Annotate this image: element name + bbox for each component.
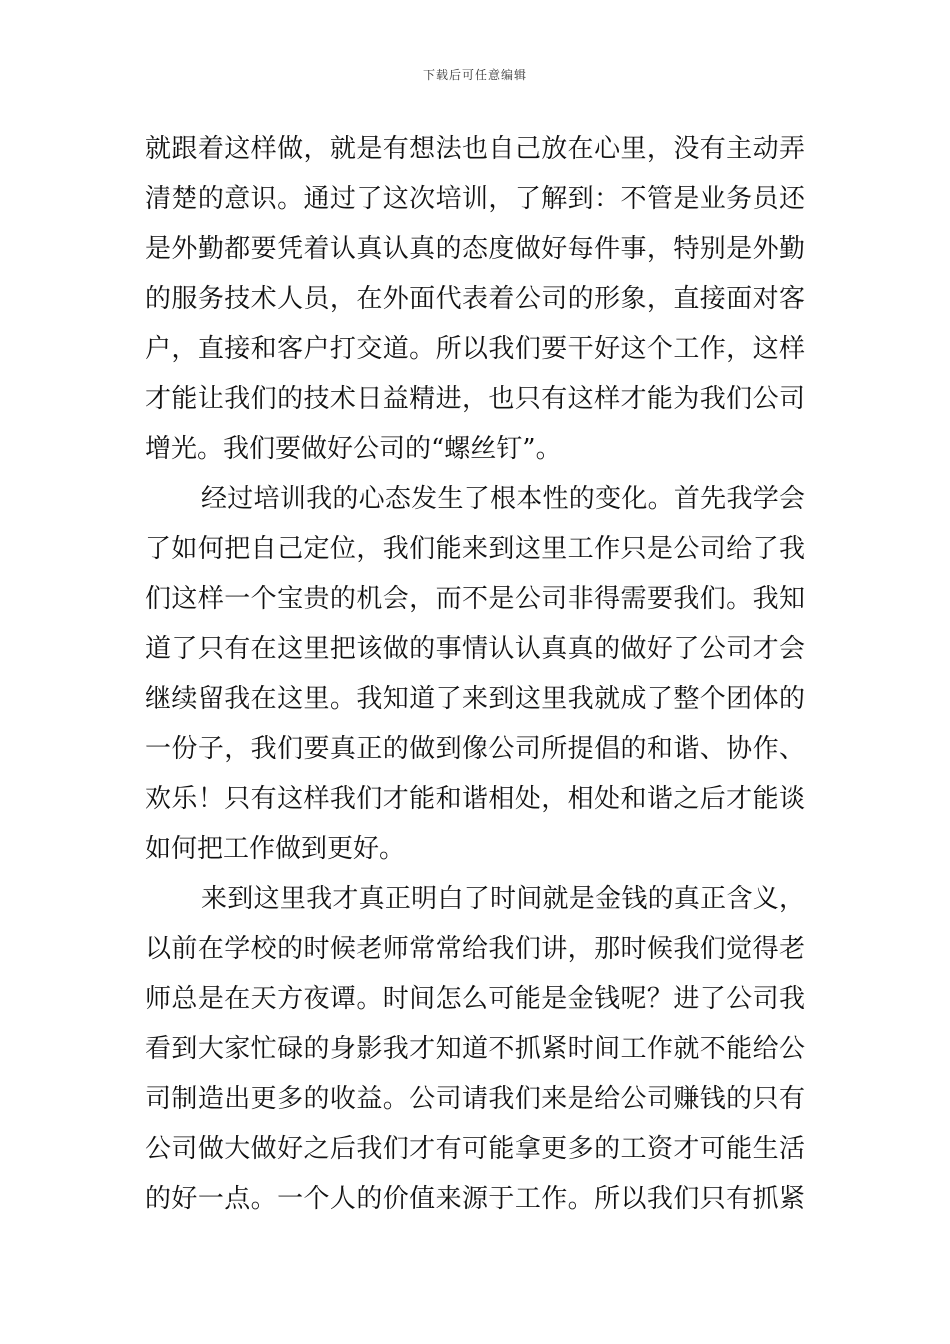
- text-line: 清楚的意识。通过了这次培训，了解到：不管是业务员还: [145, 184, 805, 214]
- text-line: 的服务技术人员，在外面代表着公司的形象，直接面对客: [145, 284, 805, 314]
- text-line: 的好一点。一个人的价值来源于工作。所以我们只有抓紧: [145, 1184, 805, 1214]
- text-line: 经过培训我的心态发生了根本性的变化。首先我学会: [201, 484, 805, 514]
- text-line: 就跟着这样做，就是有想法也自己放在心里，没有主动弄: [145, 134, 805, 164]
- paragraph-1: [145, 124, 805, 474]
- text-line: 以前在学校的时候老师常常给我们讲，那时候我们觉得老: [145, 934, 805, 964]
- text-line: 司制造出更多的收益。公司请我们来是给公司赚钱的只有: [145, 1084, 805, 1114]
- page-header: 下载后可任意编辑: [422, 68, 527, 82]
- text-line: 公司做大做好之后我们才有可能拿更多的工资才可能生活: [145, 1134, 805, 1164]
- text-line: 如何把工作做到更好。: [145, 834, 406, 864]
- text-line: 看到大家忙碌的身影我才知道不抓紧时间工作就不能给公: [145, 1034, 805, 1064]
- text-line: 户，直接和客户打交道。所以我们要干好这个工作，这样: [145, 334, 805, 364]
- document-body: [145, 124, 805, 1224]
- paragraph-3: [145, 874, 805, 1224]
- text-line: 是外勤都要凭着认真认真的态度做好每件事，特别是外勤: [145, 234, 805, 264]
- text-line: 欢乐！只有这样我们才能和谐相处，相处和谐之后才能谈: [145, 784, 805, 814]
- text-line: 道了只有在这里把该做的事情认认真真的做好了公司才会: [145, 634, 805, 664]
- paragraph-2: [145, 474, 805, 874]
- text-line: 来到这里我才真正明白了时间就是金钱的真正含义，: [201, 884, 805, 914]
- text-line: 一份子，我们要真正的做到像公司所提倡的和谐、协作、: [145, 734, 805, 764]
- text-line: 了如何把自己定位，我们能来到这里工作只是公司给了我: [145, 534, 805, 564]
- text-line: 师总是在天方夜谭。时间怎么可能是金钱呢？进了公司我: [145, 984, 805, 1014]
- text-line: 继续留我在这里。我知道了来到这里我就成了整个团体的: [145, 684, 805, 714]
- text-line: 才能让我们的技术日益精进，也只有这样才能为我们公司: [145, 384, 805, 414]
- text-line: 增光。我们要做好公司的“螺丝钉”。: [145, 434, 562, 464]
- text-line: 们这样一个宝贵的机会，而不是公司非得需要我们。我知: [145, 584, 805, 614]
